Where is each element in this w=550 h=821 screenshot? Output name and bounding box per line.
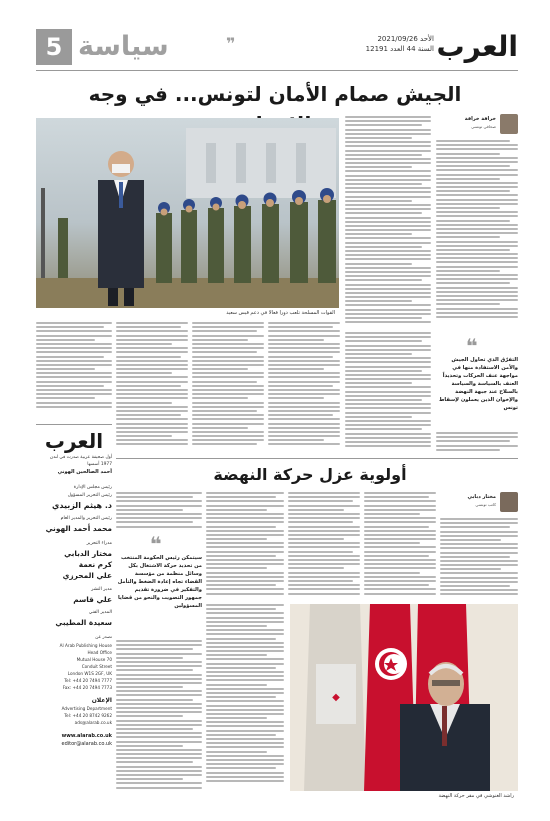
sidebar-address-3: London W1S 2GF, UK bbox=[67, 671, 112, 676]
issue-line: السنة 44 العدد 12191 bbox=[365, 45, 434, 53]
sidebar-role-2: رئيس التحرير المسؤول bbox=[67, 493, 112, 498]
sidebar-company-en-1: Al Arab Publishing House bbox=[59, 643, 112, 648]
author1-block bbox=[440, 114, 518, 136]
newspaper-logo: العرب bbox=[436, 30, 518, 63]
article2-text-column-5-bottom bbox=[116, 640, 202, 800]
date-line: الأحد 2021/09/26 bbox=[377, 35, 434, 43]
masthead bbox=[36, 28, 518, 68]
page-number-box bbox=[36, 29, 72, 65]
sidebar-editor-2: كرم نعمة bbox=[78, 560, 112, 569]
author2-name: مختار دبابي bbox=[467, 494, 496, 500]
sidebar-email[interactable]: editor@alarab.co.uk bbox=[61, 741, 112, 747]
sidebar-tel: Tel: +44 20 7494 7777 bbox=[64, 678, 112, 683]
sidebar-address-1: Mutual House 70 bbox=[76, 657, 112, 662]
sidebar-art-label: المدير الفني bbox=[88, 610, 112, 615]
sidebar-ads-en: Advertising Department bbox=[61, 706, 112, 711]
sidebar-masthead bbox=[36, 424, 112, 802]
author1-title: صحافي تونسي bbox=[471, 124, 496, 129]
author2-avatar bbox=[500, 492, 518, 512]
article2-photo bbox=[290, 604, 518, 791]
article2-text-column-2 bbox=[364, 492, 436, 600]
sidebar-ads-label: الإعلان bbox=[91, 697, 112, 704]
quote-mark-icon: ❞ bbox=[226, 34, 236, 53]
article1-text-column-lower-c2 bbox=[268, 322, 340, 454]
sidebar-tagline-3: أحمد الصالحين الهوني bbox=[57, 469, 112, 475]
quote-mark-icon: ❝ bbox=[150, 532, 162, 556]
sidebar-role-3-name: محمد أحمد الهوني bbox=[45, 524, 112, 533]
sidebar-logo: العرب bbox=[44, 429, 104, 453]
article1-text-column-lower-right bbox=[436, 432, 518, 454]
article1-text-column-center bbox=[345, 116, 431, 329]
politician-flags-illustration bbox=[290, 604, 518, 791]
article-divider bbox=[116, 458, 518, 459]
article1-photo-caption: القوات المسلحة تلعب دورا فعالا في دعم قيس سعيد bbox=[226, 310, 335, 316]
article1-text-column-right bbox=[436, 140, 518, 330]
soldiers-parade-illustration bbox=[36, 118, 339, 308]
article1-headline: الجيش صمام الأمان لتونس... في وجه bbox=[88, 82, 462, 106]
sidebar-tagline-1: أول صحيفة عربية صدرت في لندن bbox=[49, 455, 112, 460]
author2-title: كاتب تونسي bbox=[475, 502, 496, 507]
page-number: 5 bbox=[45, 33, 63, 61]
sidebar-ads-email: ads@alarab.co.uk bbox=[74, 720, 112, 725]
article2-text-column-6 bbox=[206, 604, 284, 800]
sidebar-fax: Fax: +44 20 7494 7773 bbox=[62, 685, 112, 690]
article1-pullquote bbox=[436, 336, 518, 428]
sidebar-publisher-label: مدير النشر bbox=[91, 587, 112, 592]
sidebar-editors-label: مدراء التحرير bbox=[86, 541, 112, 546]
sidebar-editor-1: مختار الدبابي bbox=[64, 549, 112, 558]
sidebar-art-director: سعيدة المطيبي bbox=[55, 618, 112, 627]
date-block bbox=[342, 34, 434, 62]
party-emblem: ◆ bbox=[332, 692, 340, 703]
article2-photo-caption: راشد الغنوشي في مقر حركة النهضة bbox=[438, 793, 514, 799]
section-title: سياسة bbox=[78, 31, 169, 62]
masthead-divider bbox=[36, 70, 518, 71]
article1-text-column-lower-c4 bbox=[116, 322, 188, 454]
sidebar-editor-3: علي المحرزي bbox=[62, 571, 112, 580]
article1-photo bbox=[36, 118, 339, 308]
sidebar-role-3: رئيس التحرير والمدير العام bbox=[60, 516, 112, 521]
article2-pullquote-text: سيتمكن رئيس الحكومة المنتخب من تحديد حركة الاشتغال بكل وسائل منظمة من مؤسسة القضاء تجاه إعادة الضغط والتأمل والتفكير في ضرورة تقديم جمهور التصويت والنحو من قضايا المسؤولين bbox=[117, 555, 202, 609]
sidebar-tagline-2: 1977 أسسها bbox=[87, 462, 112, 467]
sidebar-role-2-name: د. هيثم الزبيدي bbox=[51, 501, 112, 510]
article1-pullquote-text: التفرّق الذي تحاول الجيش والأمن الاستفادة منها في مواجهة عنف الحركات وتحديداً العنف بالسياسة والسياسة بالسلاح عند جبهة النهضة والإخوان الذين يعملون لإسقاط تونس bbox=[438, 357, 518, 411]
article2-headline: أولوية عزل حركة النهضة bbox=[213, 465, 407, 484]
sidebar-ads-tel: Tel: +44 20 8742 9262 bbox=[64, 713, 112, 718]
sidebar-address-2: Conduit Street bbox=[81, 664, 112, 669]
article1-text-column-lower-c5 bbox=[36, 322, 112, 414]
sidebar-role-1: رئيس مجلس الإدارة bbox=[73, 485, 112, 490]
article2-text-column-1 bbox=[440, 518, 518, 600]
sidebar-company-en-2: Head Office bbox=[87, 650, 112, 655]
article1-text-column-lower-c3 bbox=[192, 322, 264, 454]
sidebar-company-ar: تصدر عن bbox=[95, 635, 112, 640]
article2-text-column-4 bbox=[206, 492, 284, 600]
author1-avatar bbox=[500, 114, 518, 134]
article2-text-column-5-top bbox=[116, 492, 202, 532]
author1-name: خرافة خرافة bbox=[464, 116, 496, 122]
quote-mark-icon: ❝ bbox=[466, 334, 478, 358]
sidebar-publisher: علي قاسم bbox=[73, 595, 112, 604]
article1-text-column-lower-c1 bbox=[345, 332, 431, 454]
article2-text-column-3 bbox=[288, 492, 360, 600]
article2-pullquote bbox=[116, 532, 202, 636]
sidebar-web[interactable]: www.alarab.co.uk bbox=[61, 733, 112, 739]
author2-block bbox=[440, 492, 518, 514]
